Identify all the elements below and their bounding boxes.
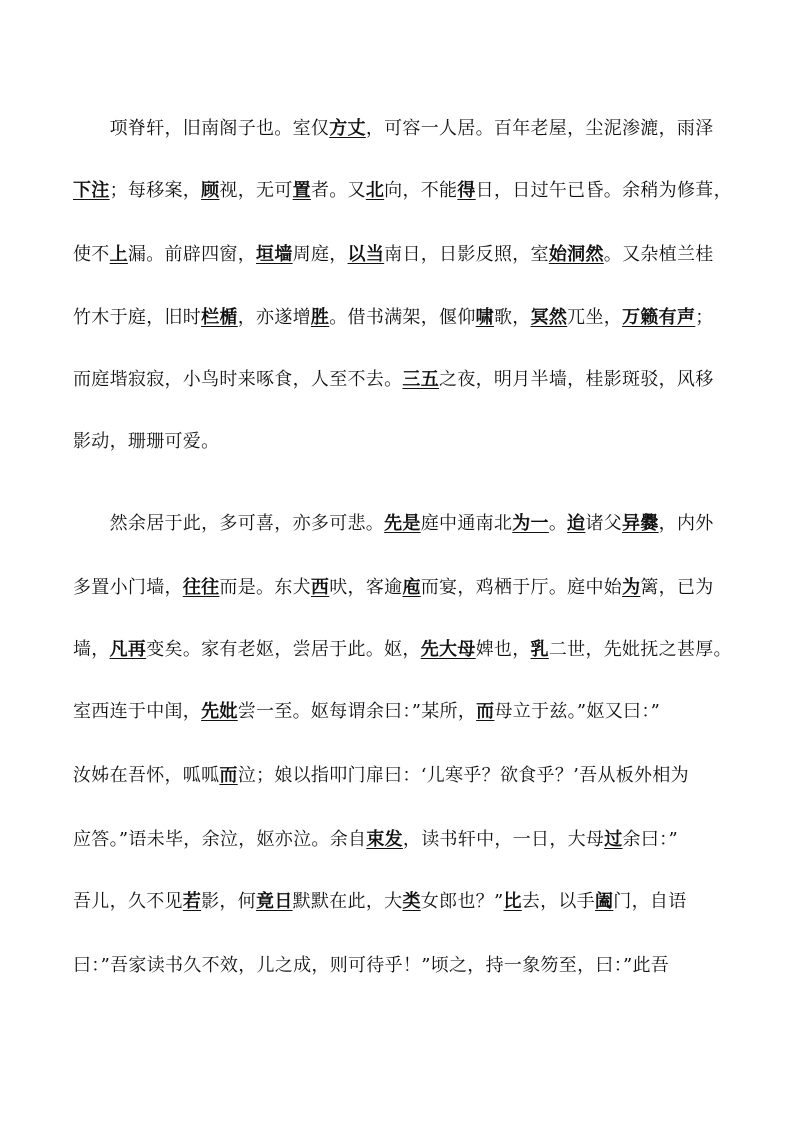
- underlined-keyword: 栏楯: [201, 307, 238, 328]
- text-run: 篱，已为: [640, 577, 714, 598]
- text-run: 漏。前辟四窗，: [127, 244, 257, 265]
- underlined-keyword: 迨: [567, 513, 586, 534]
- text-run: ，读书轩中，一日，大母: [402, 829, 605, 850]
- text-run: 歌，: [493, 307, 531, 328]
- underlined-keyword: 胜: [310, 307, 330, 328]
- text-line: [73, 700, 660, 724]
- underlined-keyword: 北: [365, 180, 385, 201]
- text-run: 使不: [73, 244, 110, 265]
- text-run: 周庭，: [292, 244, 348, 265]
- text-line: [73, 179, 732, 203]
- underlined-keyword: 下注: [73, 180, 110, 201]
- text-run: 而宴，鸡栖于厅。庭中始: [420, 577, 623, 598]
- underlined-keyword: 异爨: [622, 513, 659, 534]
- underlined-keyword: 先妣: [201, 701, 238, 722]
- text-run: ，内外: [658, 513, 714, 534]
- text-line: [73, 890, 687, 914]
- underlined-keyword: 三五: [402, 369, 440, 390]
- text-line: [73, 576, 714, 600]
- text-run: 庭中通南北: [420, 513, 513, 534]
- text-run: 墙，: [73, 639, 110, 660]
- underlined-keyword: 比: [503, 891, 522, 912]
- text-line: [73, 430, 219, 454]
- text-run: 吾儿，久不见: [73, 891, 183, 912]
- text-run: 兀坐，: [567, 307, 623, 328]
- underlined-keyword: 为一: [512, 513, 549, 534]
- text-run: 二世，先妣抚之甚厚。: [548, 639, 732, 660]
- underlined-keyword: 顾: [201, 180, 220, 201]
- text-run: 默默在此，大: [292, 891, 403, 912]
- text-run: 汝姊在吾怀，呱呱: [73, 765, 220, 786]
- text-run: ；每移案，: [109, 180, 202, 201]
- underlined-keyword: 往往: [182, 577, 220, 598]
- underlined-keyword: 先大母: [420, 639, 476, 660]
- text-line: [73, 764, 689, 788]
- text-line: [73, 368, 714, 392]
- underlined-keyword: 乳: [530, 639, 549, 660]
- underlined-keyword: 冥然: [530, 307, 568, 328]
- text-line: [73, 306, 714, 330]
- underlined-keyword: 凡再: [109, 639, 147, 660]
- underlined-keyword: 竟日: [256, 891, 293, 912]
- underlined-keyword: 庖: [402, 577, 421, 598]
- text-run: 而是。东犬: [219, 577, 311, 598]
- underlined-keyword: 束发: [366, 829, 403, 850]
- text-run: 竹木于庭，旧时: [73, 307, 202, 328]
- text-run: 室西连于中闺，: [73, 701, 202, 722]
- underlined-keyword: 而: [219, 765, 238, 786]
- text-line: [73, 954, 669, 978]
- text-run: 项脊轩，旧南阁子也。室仅: [73, 118, 330, 139]
- text-run: 者。又: [310, 180, 366, 201]
- text-run: 母立于兹。”妪又曰：”: [494, 701, 661, 722]
- text-run: 门，自语: [613, 891, 687, 912]
- text-run: 之夜，明月半墙，桂影斑驳，风移: [439, 369, 714, 390]
- underlined-keyword: 类: [402, 891, 421, 912]
- text-run: 影，何: [201, 891, 257, 912]
- text-line: [73, 243, 714, 267]
- underlined-keyword: 而: [476, 701, 495, 722]
- text-run: 女郎也？”: [420, 891, 504, 912]
- text-run: 视，无可: [219, 180, 293, 201]
- text-run: 应答。”语未毕，余泣，妪亦泣。余自: [73, 829, 367, 850]
- underlined-keyword: 阖: [594, 891, 614, 912]
- text-run: 。: [548, 513, 568, 534]
- text-line: [73, 512, 714, 536]
- underlined-keyword: 得: [457, 180, 476, 201]
- text-run: ，可容一人居。百年老屋，尘泥渗漉，雨泽: [365, 118, 714, 139]
- text-run: 曰：”吾家读书久不效，儿之成，则可待乎！”顷之，持一象笏至，曰：”此吾: [73, 955, 670, 976]
- underlined-keyword: 过: [604, 829, 623, 850]
- text-run: 影动，珊珊可爱。: [73, 431, 220, 452]
- text-line: [73, 828, 678, 852]
- text-run: 日，日过午已昏。余稍为修葺，: [475, 180, 732, 201]
- text-run: 多置小门墙，: [73, 577, 183, 598]
- underlined-keyword: 以当: [347, 244, 385, 265]
- text-run: 变矣。家有老妪，尝居于此。妪，: [146, 639, 421, 660]
- underlined-keyword: 垣墙: [256, 244, 293, 265]
- underlined-keyword: 先是: [384, 513, 421, 534]
- text-line: [73, 117, 714, 141]
- text-run: 吠，客逾: [329, 577, 403, 598]
- text-run: 婢也，: [475, 639, 531, 660]
- underlined-keyword: 啸: [475, 307, 494, 328]
- underlined-keyword: 若: [182, 891, 202, 912]
- text-run: 南日，日影反照，室: [384, 244, 549, 265]
- text-line: [73, 638, 732, 662]
- text-run: 向，不能: [384, 180, 458, 201]
- text-run: 去，以手: [521, 891, 595, 912]
- text-run: ；: [695, 307, 714, 328]
- underlined-keyword: 始洞然: [548, 244, 604, 265]
- underlined-keyword: 西: [310, 577, 330, 598]
- text-run: 。借书满架，偃仰: [329, 307, 476, 328]
- text-run: 泣；娘以指叩门扉曰：‘儿寒乎？欲食乎？’吾从板外相为: [237, 765, 689, 786]
- text-run: 然余居于此，多可喜，亦多可悲。: [73, 513, 385, 534]
- text-run: 。又杂植兰桂: [603, 244, 714, 265]
- text-run: 余曰：”: [622, 829, 678, 850]
- underlined-keyword: 上: [109, 244, 128, 265]
- text-run: ，亦遂增: [237, 307, 311, 328]
- text-run: 诸父: [585, 513, 623, 534]
- text-run: 而庭堦寂寂，小鸟时来啄食，人至不去。: [73, 369, 403, 390]
- underlined-keyword: 万籁有声: [622, 307, 696, 328]
- underlined-keyword: 为: [622, 577, 641, 598]
- text-run: 尝一至。妪每谓余曰：”某所，: [237, 701, 477, 722]
- underlined-keyword: 置: [292, 180, 311, 201]
- underlined-keyword: 方丈: [329, 118, 366, 139]
